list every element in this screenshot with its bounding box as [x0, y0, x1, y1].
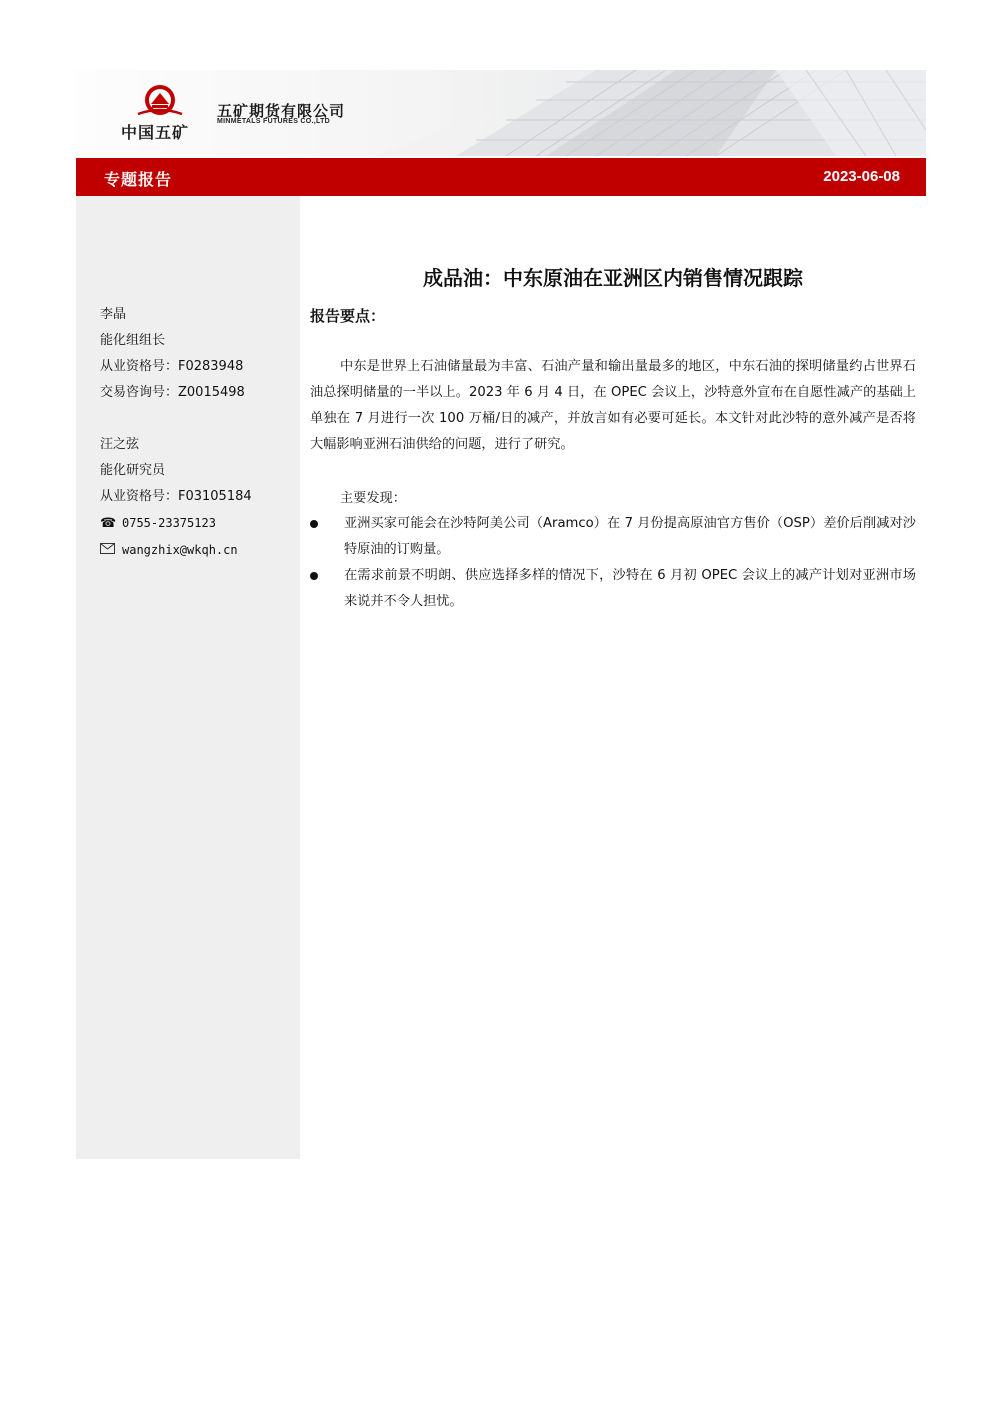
author-phone: 0755-23375123 [122, 516, 216, 530]
list-item [310, 511, 916, 563]
list-item [310, 563, 916, 615]
summary-paragraph: 中东是世界上石油储量最为丰富、石油产量和输出量最多的地区，中东石油的探明储量约占世界石油总探明储量的一半以上。2023 年 6 月 4 日，在 OPEC 会议上，沙特意外宣布在自愿性减产的基础上单独在 7 月进行一次 100 万桶/日的减产，并放言如有必要可延长。本文针对此沙特的意外减产是否将大幅影响亚洲石油供给的问题，进行了研究。 [310, 359, 916, 452]
report-type: 专题报告 [104, 170, 173, 189]
report-type-bar [76, 158, 926, 196]
company-name-en: MINMETALS FUTURES CO.,LTD [217, 118, 331, 125]
findings-list [310, 511, 916, 615]
report-date: 2023-06-08 [823, 168, 900, 185]
summary-heading: 报告要点： [310, 307, 386, 325]
company-name-cn: 五矿期货有限公司 [217, 102, 346, 120]
bullet-icon [310, 572, 318, 580]
author-email[interactable]: wangzhix@wkqh.cn [122, 543, 238, 557]
author-qualification: 从业资格号：F0283948 [100, 359, 244, 374]
banner-building-graphic [76, 70, 926, 156]
author-name: 李晶 [100, 307, 127, 322]
finding-text: 亚洲买家可能会在沙特阿美公司（Aramco）在 7 月份提高原油官方售价（OSP）差价后削减对沙特原油的订购量。 [344, 516, 916, 557]
author-consult-number: 交易咨询号：Z0015498 [100, 385, 245, 400]
author-phone-row [100, 510, 252, 537]
author-block-1 [100, 302, 245, 406]
author-email-row[interactable] [100, 537, 252, 564]
mail-icon [100, 538, 116, 564]
header-banner [76, 70, 926, 156]
author-title: 能化研究员 [100, 463, 166, 478]
author-title: 能化组组长 [100, 333, 166, 348]
phone-icon: ☎ [100, 515, 117, 531]
findings-heading: 主要发现： [340, 491, 406, 506]
finding-text: 在需求前景不明朗、供应选择多样的情况下，沙特在 6 月初 OPEC 会议上的减产计划对亚洲市场来说并不令人担忧。 [344, 568, 916, 609]
author-qualification: 从业资格号：F03105184 [100, 489, 252, 504]
page-title: 成品油：中东原油在亚洲区内销售情况跟踪 [423, 266, 803, 290]
author-name: 汪之弦 [100, 437, 140, 452]
bullet-icon [310, 520, 318, 528]
logo-wordmark: 中国五矿 [121, 123, 190, 142]
author-block-2 [100, 432, 252, 564]
